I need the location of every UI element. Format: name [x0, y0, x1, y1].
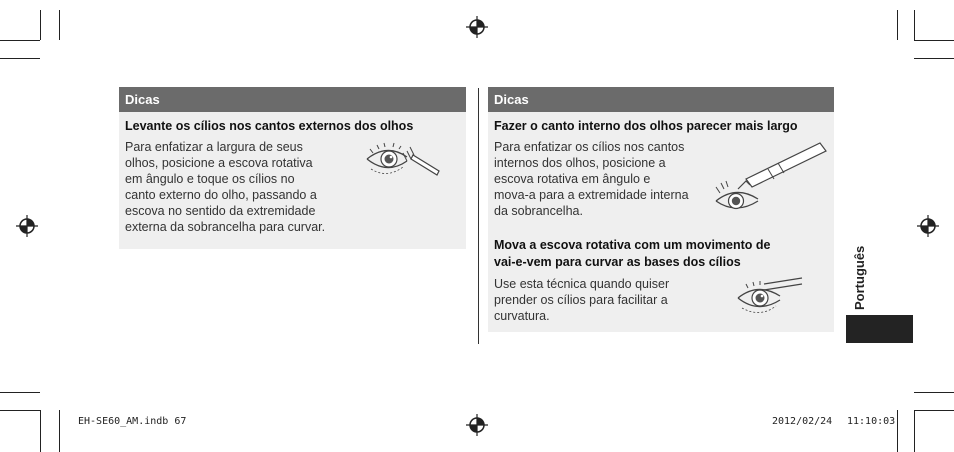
language-tab-label: Português: [852, 245, 867, 310]
column-divider: [478, 88, 479, 344]
registration-mark-icon: [466, 414, 488, 436]
footer-date: 2012/02/24: [772, 416, 833, 427]
eye-inner-corner-illustration-icon: [708, 139, 828, 215]
registration-mark-icon: [16, 215, 38, 237]
registration-mark-icon: [466, 16, 488, 38]
registration-mark-icon: [917, 215, 939, 237]
footer-file: EH-SE60_AM.indb 67: [78, 416, 187, 427]
section-title: Levante os cílios nos cantos externos dos olhos: [125, 119, 414, 133]
section-title: Fazer o canto interno dos olhos parecer mais largo: [494, 119, 798, 133]
eye-outer-corner-illustration-icon: [363, 139, 441, 181]
tips-panel-left: [119, 87, 466, 249]
panel-header: Dicas: [488, 87, 834, 112]
eye-lash-base-illustration-icon: [734, 276, 806, 318]
section-title: Mova a escova rotativa com um movimento de vai-e-vem para curvar as bases dos cílios: [494, 238, 771, 269]
section-body: Use esta técnica quando quiser prender os cílios para facilitar a curvatura.: [494, 277, 670, 323]
language-tab: [846, 315, 913, 343]
section-body: Para enfatizar a largura de seus olhos, posicione a escova rotativa em ângulo e toque os cílios no canto externo do olho, passando a escova no sentido da extremidade externa da sobrancelha para curvar.: [125, 140, 326, 234]
footer-time: 11:10:03: [847, 416, 896, 427]
panel-header: Dicas: [119, 87, 466, 112]
tips-panel-right: [488, 87, 834, 332]
section-body: Para enfatizar os cílios nos cantos internos dos olhos, posicione a escova rotativa em ângulo e mova-a para a extremidade interna da sobrancelha.: [494, 140, 689, 218]
